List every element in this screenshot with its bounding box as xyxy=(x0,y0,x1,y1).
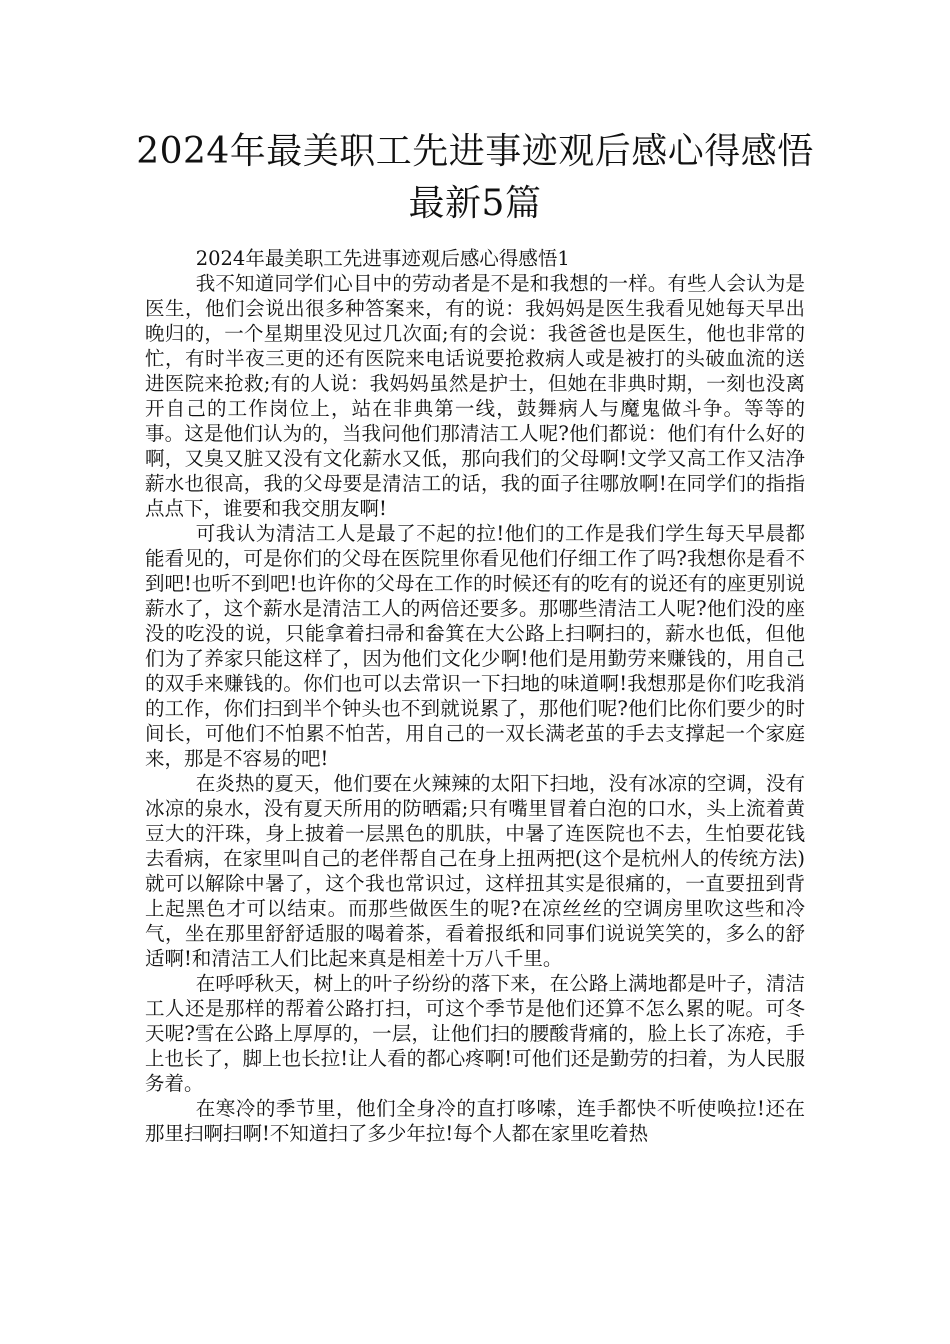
paragraph-1: 我不知道同学们心目中的劳动者是不是和我想的一样。有些人会认为是医生，他们会说出很多种答案来，有的说：我妈妈是医生我看见她每天早出晚归的，一个星期里没见过几次面;有的会说：我爸爸也是医生，他也非常的忙，有时半夜三更的还有医院来电话说要抢救病人或是被打的头破血流的送进医院来抢救;有的人说：我妈妈虽然是护士，但她在非典时期，一刻也没离开自己的工作岗位上，站在非典第一线，鼓舞病人与魔鬼做斗争。等等的事。这是他们认为的，当我问他们那清洁工人呢?他们都说：他们有什么好的啊，又臭又脏又没有文化薪水又低，那向我们的父母啊!文学又高工作又洁净薪水也很高，我的父母要是清洁工的话，我的面子往哪放啊!在同学们的指指点点下，谁要和我交朋友啊! xyxy=(145,272,805,520)
paragraph-2: 可我认为清洁工人是最了不起的拉!他们的工作是我们学生每天早晨都能看见的，可是你们的父母在医院里你看见他们仔细工作了吗?我想你是看不到吧!也听不到吧!也许你的父母在工作的时候还有的吃有的说还有的座更别说薪水了，这个薪水是清洁工人的两倍还要多。那哪些清洁工人呢?他们没的座没的吃没的说，只能拿着扫帚和畚箕在大公路上扫啊扫的，薪水也低，但他们为了养家只能这样了，因为他们文化少啊!他们是用勤劳来赚钱的，用自己的双手来赚钱的。你们也可以去常识一下扫地的味道啊!我想那是你们吃我消的工作，你们扫到半个钟头也不到就说累了，那他们呢?他们比你们要少的时间长，可他们不怕累不怕苦，用自己的一双长满老茧的手去支撑起一个家庭来，那是不容易的吧! xyxy=(145,522,805,770)
document-title-line-1: 2024年最美职工先进事迹观后感心得感悟 xyxy=(136,131,814,172)
paragraph-5: 在寒冷的季节里，他们全身冷的直打哆嗦，连手都快不听使唤拉!还在那里扫啊扫啊!不知道扫了多少年拉!每个人都在家里吃着热 xyxy=(145,1097,805,1145)
section-heading: 2024年最美职工先进事迹观后感心得感悟1 xyxy=(195,247,570,270)
document-title-line-2: 最新5篇 xyxy=(408,183,542,224)
document-body xyxy=(145,246,805,1146)
paragraph-3: 在炎热的夏天，他们要在火辣辣的太阳下扫地，没有冰凉的空调，没有冰凉的泉水，没有夏天所用的防晒霜;只有嘴里冒着白泡的口水，头上流着黄豆大的汗珠，身上披着一层黑色的肌肤，中暑了连医院也不去，生怕要花钱去看病，在家里叫自己的老伴帮自己在身上扭两把(这个是杭州人的传统方法)就可以解除中暑了，这个我也常识过，这样扭其实是很痛的，一直要扭到背上起黑色才可以结束。而那些做医生的呢?在凉丝丝的空调房里吹这些和冷气，坐在那里舒舒适服的喝着茶，看着报纸和同事们说说笑笑的，多么的舒适啊!和清洁工人们比起来真是相差十万八千里。 xyxy=(145,772,805,970)
paragraph-4: 在呼呼秋天，树上的叶子纷纷的落下来，在公路上满地都是叶子，清洁工人还是那样的帮着公路打扫，可这个季节是他们还算不怎么累的呢。可冬天呢?雪在公路上厚厚的，一层，让他们扫的腰酸背痛的，脸上长了冻疮，手上也长了，脚上也长拉!让人看的都心疼啊!可他们还是勤劳的扫着，为人民服务着。 xyxy=(145,972,805,1095)
